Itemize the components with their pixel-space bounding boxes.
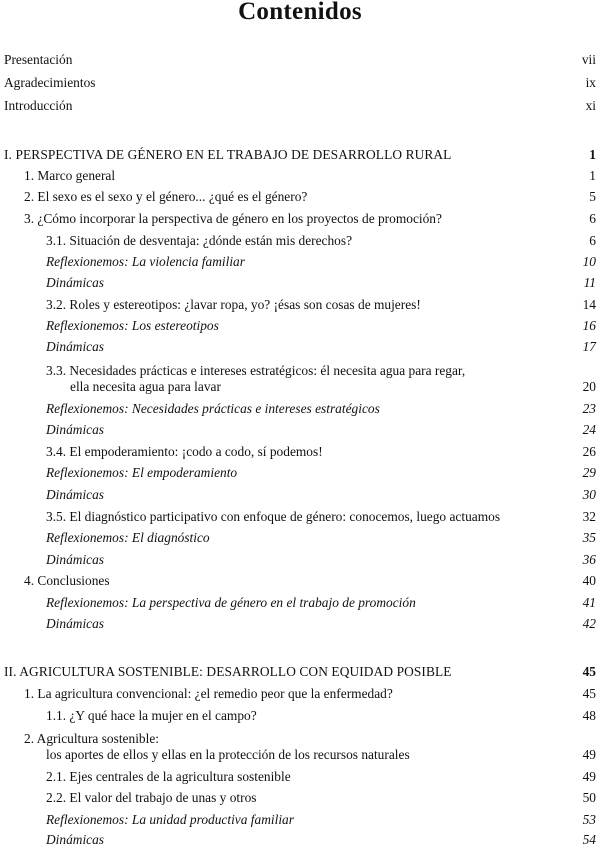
entry-page: 49	[582, 747, 596, 762]
entry-text: 2.2. El valor del trabajo de unas y otros	[46, 790, 257, 805]
entry-text: 3.2. Roles y estereotipos: ¿lavar ropa, yo? ¡ésas son cosas de mujeres!	[46, 297, 421, 312]
entry-page: 1	[589, 168, 596, 183]
entry-text: los aportes de ellos y ellas en la protección de los recursos naturales	[46, 747, 410, 762]
entry-text: 2. El sexo es el sexo y el género... ¿qué es el género?	[24, 189, 308, 204]
entry-page: 10	[582, 254, 596, 269]
entry-text: Dinámicas	[46, 275, 105, 290]
entry-page: 36	[582, 552, 596, 567]
entry-text: Reflexionemos: El diagnóstico	[46, 530, 210, 545]
entry-text: Dinámicas	[46, 552, 105, 567]
entry-text: 3.1. Situación de desventaja: ¿dónde están mis derechos?	[46, 233, 353, 248]
page-title: Contenidos	[238, 0, 362, 25]
entry-text: 1. La agricultura convencional: ¿el remedio peor que la enfermedad?	[24, 686, 393, 701]
entry-page: 14	[582, 297, 596, 312]
entry-page: 40	[582, 573, 596, 588]
entry-text: Reflexionemos: Necesidades prácticas e intereses estratégicos	[46, 401, 380, 416]
entry-text: 3.5. El diagnóstico participativo con enfoque de género: conocemos, luego actuamos	[46, 509, 501, 524]
entry-page: 32	[582, 509, 596, 524]
entry-page: 11	[583, 275, 596, 290]
entry-page: 17	[582, 339, 596, 354]
entry-text: Reflexionemos: Los estereotipos	[46, 318, 219, 333]
entry-text: 2.1. Ejes centrales de la agricultura sostenible	[46, 769, 291, 784]
entry-text: Reflexionemos: La violencia familiar	[46, 254, 245, 269]
entry-page: 26	[582, 444, 596, 459]
entry-page: 30	[582, 487, 596, 502]
entry-text: Dinámicas	[46, 487, 105, 502]
entry-text: Reflexionemos: La perspectiva de género en el trabajo de promoción	[46, 595, 416, 610]
entry-page: 20	[582, 379, 596, 394]
entry-text: Dinámicas	[46, 616, 105, 631]
entry-text: 3. ¿Cómo incorporar la perspectiva de género en los proyectos de promoción?	[24, 211, 442, 226]
entry-page: 41	[582, 595, 596, 610]
entry-page: 45	[582, 686, 596, 701]
entry-text: Reflexionemos: El empoderamiento	[46, 465, 238, 480]
section-page: 1	[589, 147, 596, 162]
entry-page: 6	[589, 211, 596, 226]
entry-text: 1.1. ¿Y qué hace la mujer en el campo?	[46, 708, 257, 723]
section-page: 45	[582, 664, 596, 679]
entry-page: 49	[582, 769, 596, 784]
entry-page: 53	[582, 812, 596, 827]
entry-page: 5	[589, 189, 596, 204]
entry-text: ella necesita agua para lavar	[70, 379, 221, 394]
section-title: II. AGRICULTURA SOSTENIBLE: DESARROLLO CON EQUIDAD POSIBLE	[4, 664, 452, 679]
entry-page: 16	[582, 318, 596, 333]
entry-page: 54	[582, 832, 596, 847]
entry-text: 1. Marco general	[24, 168, 116, 183]
entry-text: Presentación	[4, 52, 73, 67]
entry-page: 35	[582, 530, 596, 545]
entry-text: Introducción	[4, 98, 73, 113]
entry-text: 4. Conclusiones	[24, 573, 110, 588]
entry-page: ix	[585, 75, 596, 90]
entry-text: Dinámicas	[46, 422, 105, 437]
entry-text: 2. Agricultura sostenible:	[24, 731, 159, 746]
entry-text: Dinámicas	[46, 339, 105, 354]
entry-text: Agradecimientos	[4, 75, 96, 90]
entry-page: 29	[582, 465, 596, 480]
entry-page: 42	[582, 616, 596, 631]
entry-page: 24	[582, 422, 596, 437]
entry-text: Dinámicas	[46, 832, 105, 847]
entry-page: 48	[582, 708, 596, 723]
entry-page: 6	[589, 233, 596, 248]
entry-text: 3.4. El empoderamiento: ¡codo a codo, sí podemos!	[46, 444, 323, 459]
section-title: I. PERSPECTIVA DE GÉNERO EN EL TRABAJO DE DESARROLLO RURAL	[4, 147, 452, 162]
entry-page: 23	[582, 401, 596, 416]
entry-text: Reflexionemos: La unidad productiva familiar	[46, 812, 294, 827]
entry-page: xi	[585, 98, 596, 113]
entry-page: 50	[582, 790, 596, 805]
entry-page: vii	[581, 52, 596, 67]
entry-text: 3.3. Necesidades prácticas e intereses estratégicos: él necesita agua para regar,	[46, 363, 466, 378]
